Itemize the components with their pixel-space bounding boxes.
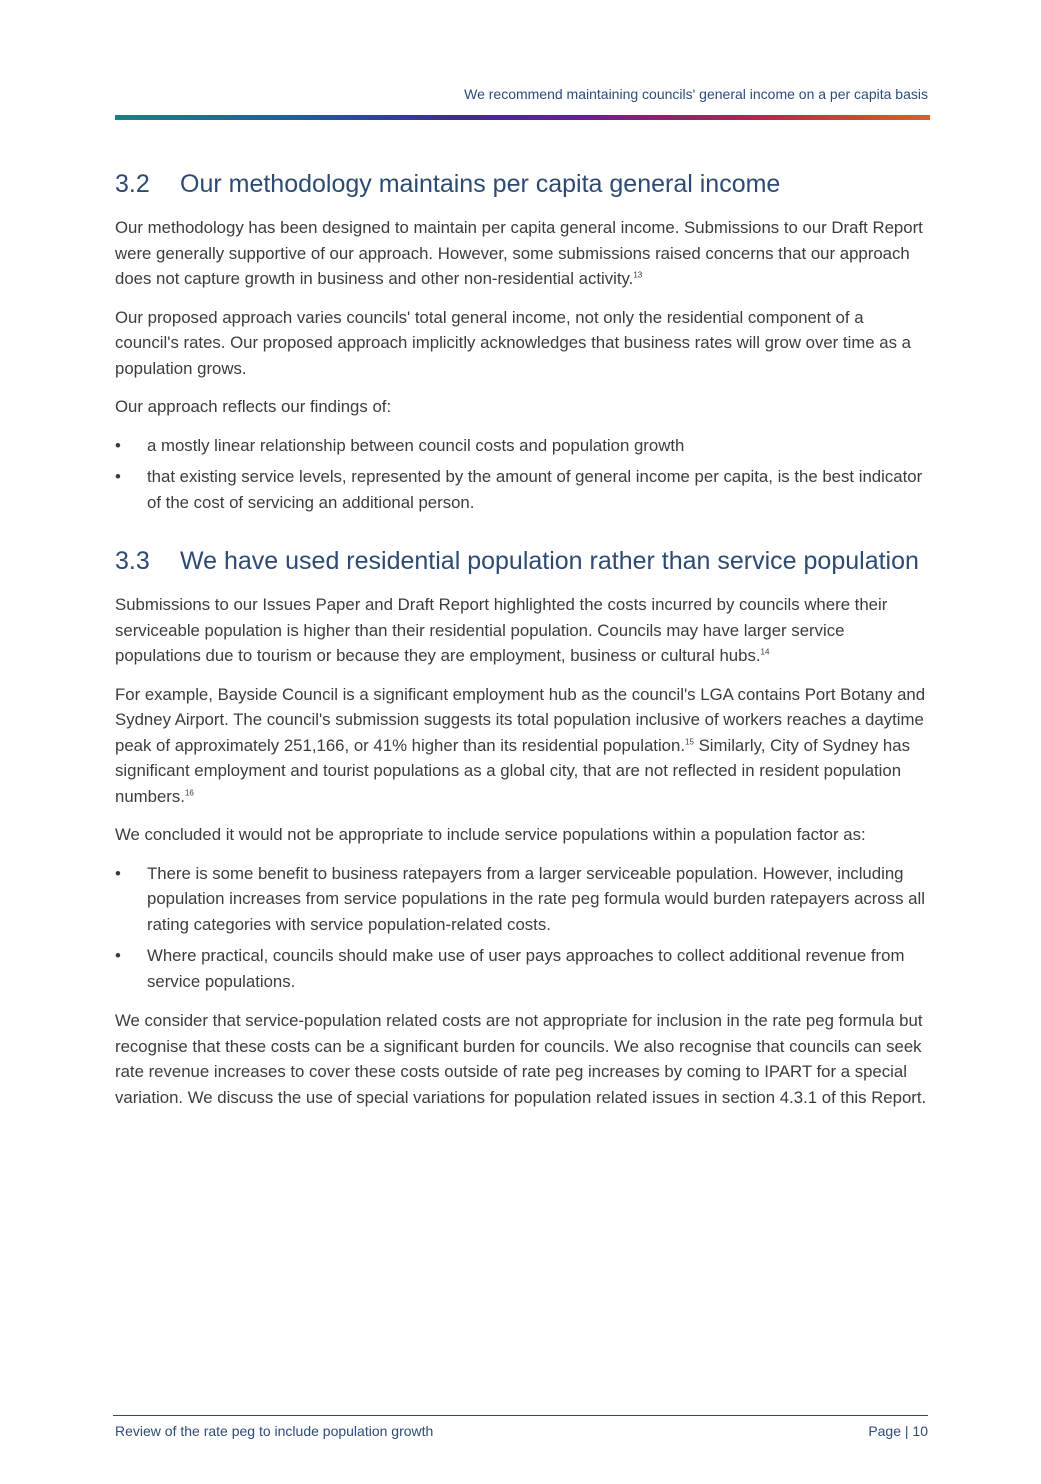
footnote-ref[interactable]: 15 — [685, 736, 694, 746]
section-heading-3-2 — [115, 170, 930, 199]
section-title: We have used residential population rather than service population — [180, 547, 919, 575]
bullet-icon: • — [115, 863, 121, 883]
footer-rule — [113, 1415, 928, 1416]
reasons-list — [115, 861, 930, 995]
list-item: • Where practical, councils should make use of user pays approaches to collect additional revenue from service populations. — [115, 943, 930, 994]
section-number: 3.3 — [115, 547, 150, 575]
paragraph: Our proposed approach varies councils' total general income, not only the residential component of a council's rates. Our proposed approach implicitly acknowledges that business rates will grow over time as a population grows. — [115, 307, 912, 378]
footnote-ref[interactable]: 13 — [633, 270, 643, 280]
list-item: • There is some benefit to business ratepayers from a larger serviceable population. However, including population increases from service populations in the rate peg formula would burden ratepayers across all rating categories with service population-related costs. — [115, 861, 930, 938]
list-item: • that existing service levels, represented by the amount of general income per capita, is the best indicator of the cost of servicing an additional person. — [115, 464, 930, 515]
section-heading-3-3 — [115, 547, 930, 576]
section-number: 3.2 — [115, 170, 150, 198]
paragraph: Our methodology has been designed to maintain per capita general income. Submissions to our Draft Report were generally supportive of our approach. However, some submissions raised concerns that our approach does not capture growth in business and other non-residential activity.$^{13}$ — [115, 218, 923, 288]
bullet-icon: • — [115, 467, 121, 486]
running-header: We recommend maintaining councils' general income on a per capita basis — [464, 86, 928, 102]
paragraph: We consider that service-population related costs are not appropriate for inclusion in the rate peg formula but recognise that these costs can be a significant burden for councils. We also recognise that councils can seek rate revenue increases to cover these costs outside of rate peg increases by coming to IPART for a special variation. We discuss the use of special variations for population related issues in section 4.3.1 of this Report. — [115, 1011, 927, 1107]
section-title: Our methodology maintains per capita general income — [180, 170, 781, 198]
paragraph: We concluded it would not be appropriate to include service populations within a population factor as: — [115, 825, 866, 844]
footnote-ref[interactable]: 14 — [760, 647, 770, 657]
bullet-icon: • — [115, 435, 121, 455]
paragraph: Submissions to our Issues Paper and Draft Report highlighted the costs incurred by councils where their serviceable population is higher than their residential population. Councils may have larger service populations due to tourism or because they are employment, business or cultural hubs.$^{14}$ — [115, 595, 888, 665]
bullet-icon: • — [115, 946, 121, 965]
footer-report-title: Review of the rate peg to include population growth — [115, 1423, 434, 1439]
page-number: Page | 10 — [868, 1423, 928, 1439]
footnote-ref[interactable]: 16 — [184, 787, 194, 797]
header-gradient-rule — [115, 115, 930, 120]
list-item: • a mostly linear relationship between council costs and population growth — [115, 433, 930, 459]
findings-list — [115, 433, 930, 516]
paragraph: For example, Bayside Council is a significant employment hub as the council's LGA contains Port Botany and Sydney Airport. The council's submission suggests its total population inclusive of workers reaches a daytime peak of approximately 251,166, or 41% higher than its residential population.$^{15}$ Similarly, City of Sydney has significant employment and tourist populations as a global city, that are not reflected in resident population numbers.$^{16}$ — [115, 684, 926, 806]
paragraph: Our approach reflects our findings of: — [115, 397, 392, 416]
page-content — [115, 170, 930, 1123]
